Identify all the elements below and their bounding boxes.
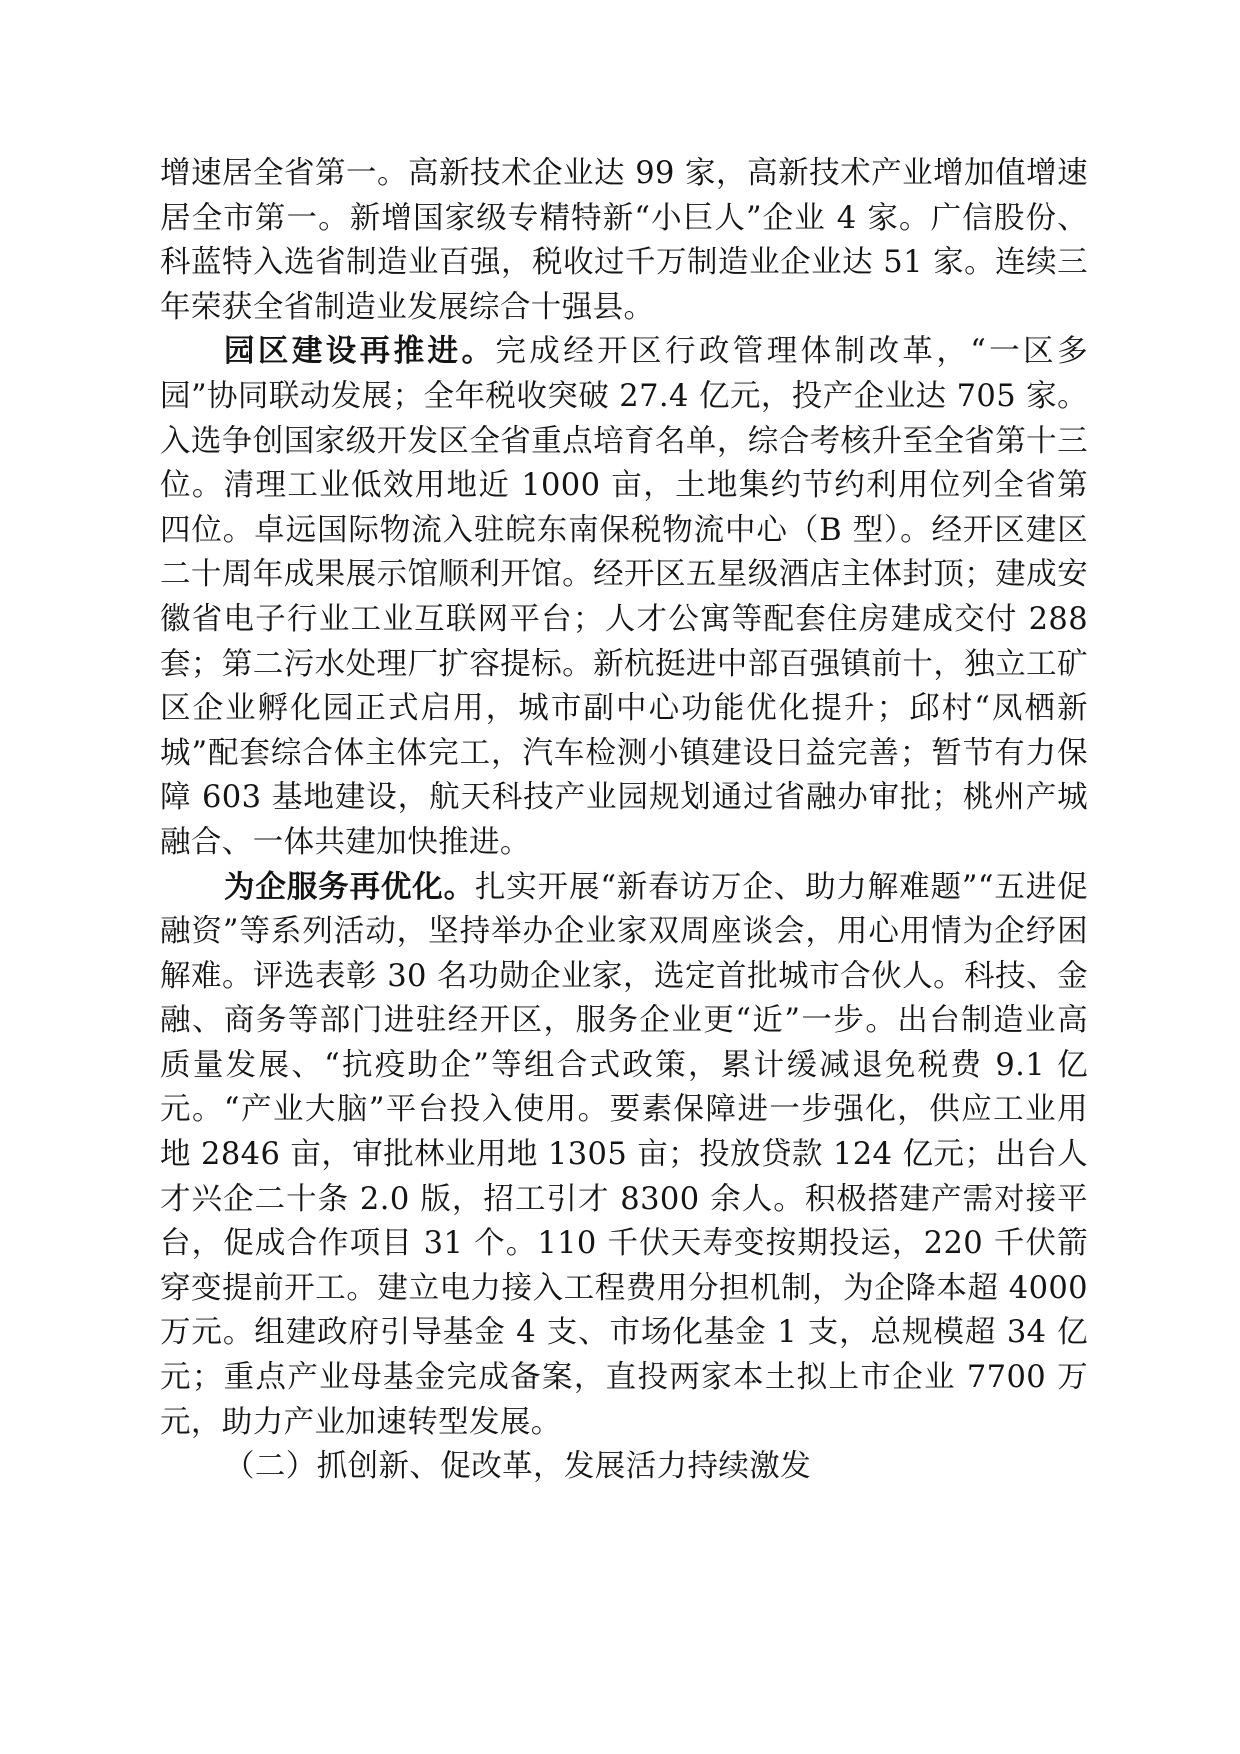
document-page <box>160 152 1088 1490</box>
paragraph-park-construction <box>160 330 1088 865</box>
section-heading <box>160 1445 1088 1490</box>
paragraph-continuation <box>160 152 1088 330</box>
paragraph-text: 扎实开展“新春访万企、助力解难题”“五进促融资”等系列活动，坚持举办企业家双周座谈会，用心用情为企纾困解难。评选表彰 30 名功勋企业家，选定首批城市合伙人。科技、金融、商务等部门进驻经开区，服务企业更“近”一步。出台制造业高质量发展、“抗疫助企”等组合式政策，累计缓减退免税费 9.1 亿元。“产业大脑”平台投入使用。要素保障进一步强化，供应工业用地 2846 亩，审批林业用地 1305 亩；投放贷款 124 亿元；出台人才兴企二十条 2.0 版，招工引才 8300 余人。积极搭建产需对接平台，促成合作项目 31 个。110 千伏天寿变按期投运，220 千伏箭穿变提前开工。建立电力接入工程费用分担机制，为企降本超 4000 万元。组建政府引导基金 4 支、市场化基金 1 支，总规模超 34 亿元；重点产业母基金完成备案，直投两家本土拟上市企业 7700 万元，助力产业加速转型发展。 <box>160 869 1088 1440</box>
paragraph-lead-heading: 为企服务再优化。 <box>224 869 475 905</box>
paragraph-text: 完成经开区行政管理体制改革，“一区多园”协同联动发展；全年税收突破 27.4 亿元，投产企业达 705 家。入选争创国家级开发区全省重点培育名单，综合考核升至全省第十三位。清理工业低效用地近 1000 亩，土地集约节约利用位列全省第四位。卓远国际物流入驻皖东南保税物流中心（B 型）。经开区建区二十周年成果展示馆顺利开馆。经开区五星级酒店主体封顶；建成安徽省电子行业工业互联网平台；人才公寓等配套住房建成交付 288 套；第二污水处理厂扩容提标。新杭挺进中部百强镇前十，独立工矿区企业孵化园正式启用，城市副中心功能优化提升；邱村“凤栖新城”配套综合体主体完工，汽车检测小镇建设日益完善；暂节有力保障 603 基地建设，航天科技产业园规划通过省融办审批；桃州产城融合、一体共建加快推进。 <box>160 334 1088 860</box>
paragraph-text: 增速居全省第一。高新技术企业达 99 家，高新技术产业增加值增速居全市第一。新增国家级专精特新“小巨人”企业 4 家。广信股份、科蓝特入选省制造业百强，税收过千万制造业企业达 51 家。连续三年荣获全省制造业发展综合十强县。 <box>160 156 1088 325</box>
section-heading-text: （二）抓创新、促改革，发展活力持续激发 <box>224 1449 812 1485</box>
paragraph-enterprise-service <box>160 866 1088 1446</box>
paragraph-lead-heading: 园区建设再推进。 <box>224 334 496 370</box>
